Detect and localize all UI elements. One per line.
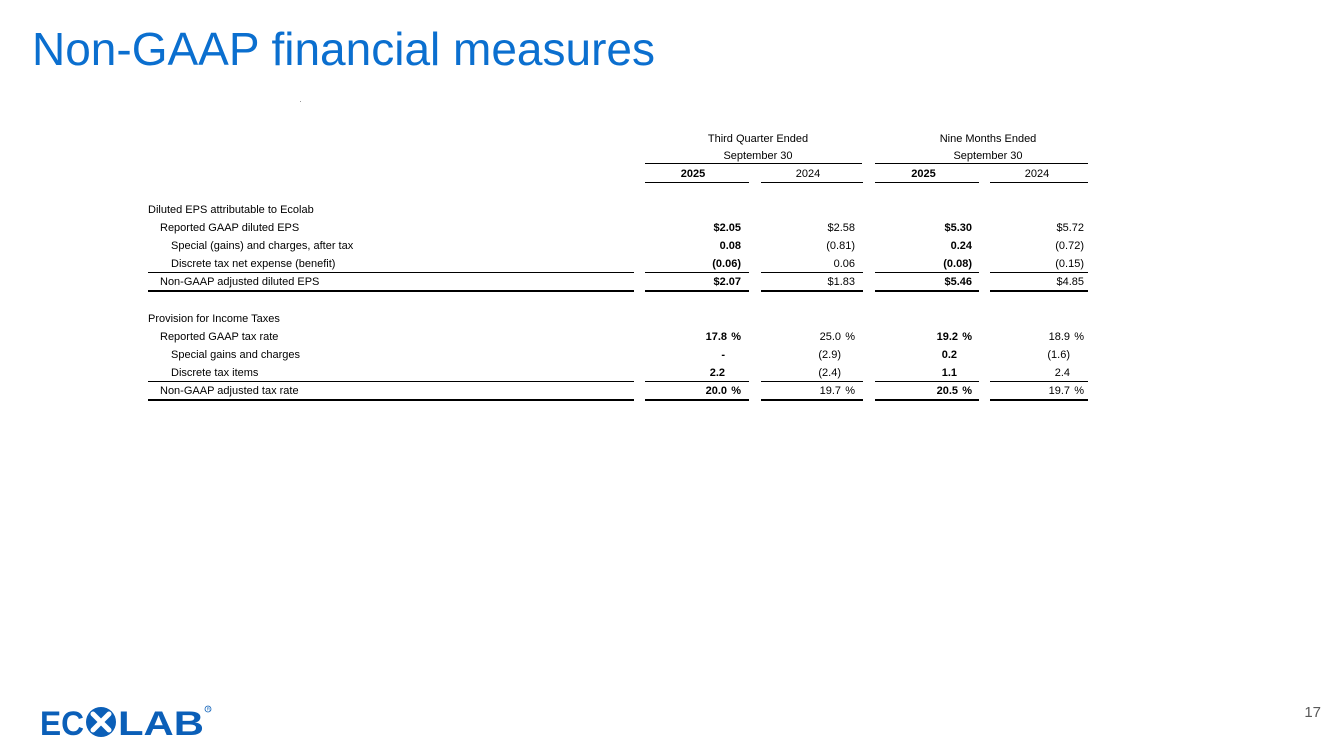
value-cell: (1.6) [1047,349,1070,361]
value-cell: 19.2 % [936,331,972,343]
total-row [148,382,1088,400]
group-header-9m-line1: Nine Months Ended [939,133,1037,145]
year-underline [875,182,979,183]
year-header-row [148,165,1088,183]
group-underline-9m [875,163,1088,164]
value-cell: $5.72 [1056,222,1084,234]
total-rule [148,399,634,401]
year-header: 2024 [795,168,821,180]
table-row [148,346,1088,364]
svg-text:LAB: LAB [118,705,204,739]
section-heading-row [148,201,1088,219]
table-row [148,255,1088,273]
svg-text:EC: EC [40,705,84,739]
value-cell: 0.08 [719,240,741,252]
value-cell: 1.1 [941,367,957,379]
total-rule [875,290,979,292]
total-value: 20.5 % [936,385,972,397]
value-cell: $2.05 [713,222,741,234]
ecolab-logo [40,703,212,739]
row-label: Reported GAAP tax rate [160,331,279,343]
section-heading-tax: Provision for Income Taxes [148,313,280,325]
total-value: 19.7 % [819,385,855,397]
total-rule [148,290,634,292]
stray-dot [300,101,301,102]
table-row [148,328,1088,346]
row-label: Reported GAAP diluted EPS [160,222,300,234]
year-underline [990,182,1088,183]
row-label: Discrete tax items [171,367,259,379]
row-label: Discrete tax net expense (benefit) [171,258,336,270]
page-number: 17 [1304,704,1321,721]
group-header-9m-line2: September 30 [953,150,1023,162]
total-value: $1.83 [827,276,855,288]
value-cell: (0.72) [1055,240,1084,252]
value-cell: 2.4 [1054,367,1070,379]
group-header-q3-line2: September 30 [723,150,793,162]
total-rule [761,399,863,401]
table-row [148,237,1088,255]
value-cell: (0.06) [712,258,741,270]
total-value: $2.07 [713,276,741,288]
section-heading-row [148,310,1088,328]
total-label: Non-GAAP adjusted tax rate [160,385,299,397]
value-cell: $2.58 [827,222,855,234]
total-rule [875,399,979,401]
value-cell: 2.2 [709,367,725,379]
value-cell: 0.24 [950,240,972,252]
value-cell: 0.2 [941,349,957,361]
value-cell: 25.0 % [819,331,855,343]
section-heading-eps: Diluted EPS attributable to Ecolab [148,204,314,216]
slide-title: Non-GAAP financial measures [32,23,655,75]
svg-text:R: R [206,706,210,712]
table-row [148,219,1088,237]
year-underline [761,182,863,183]
value-cell: - [721,349,725,361]
year-header: 2025 [911,168,936,180]
value-cell: $5.30 [944,222,972,234]
value-cell: 17.8 % [705,331,741,343]
total-label: Non-GAAP adjusted diluted EPS [160,276,320,288]
total-value: 19.7 % [1048,385,1084,397]
year-underline [645,182,749,183]
total-rule [645,399,749,401]
value-cell: 18.9 % [1048,331,1084,343]
total-value: $5.46 [944,276,972,288]
value-cell: (0.08) [943,258,972,270]
table-row [148,364,1088,382]
total-row [148,273,1088,291]
value-cell: 0.06 [833,258,855,270]
group-underline-q3 [645,163,862,164]
value-cell: (0.15) [1055,258,1084,270]
total-rule [645,290,749,292]
value-cell: (0.81) [826,240,855,252]
group-header-row-1 [148,130,1088,148]
row-label: Special (gains) and charges, after tax [171,240,354,252]
year-header: 2025 [680,168,706,180]
total-rule [990,399,1088,401]
value-cell: (2.4) [818,367,841,379]
row-label: Special gains and charges [171,349,301,361]
total-value: $4.85 [1056,276,1084,288]
total-rule [761,290,863,292]
total-value: 20.0 % [705,385,741,397]
group-header-q3-line1: Third Quarter Ended [707,133,809,145]
year-header: 2024 [1024,168,1050,180]
value-cell: (2.9) [818,349,841,361]
total-rule [990,290,1088,292]
